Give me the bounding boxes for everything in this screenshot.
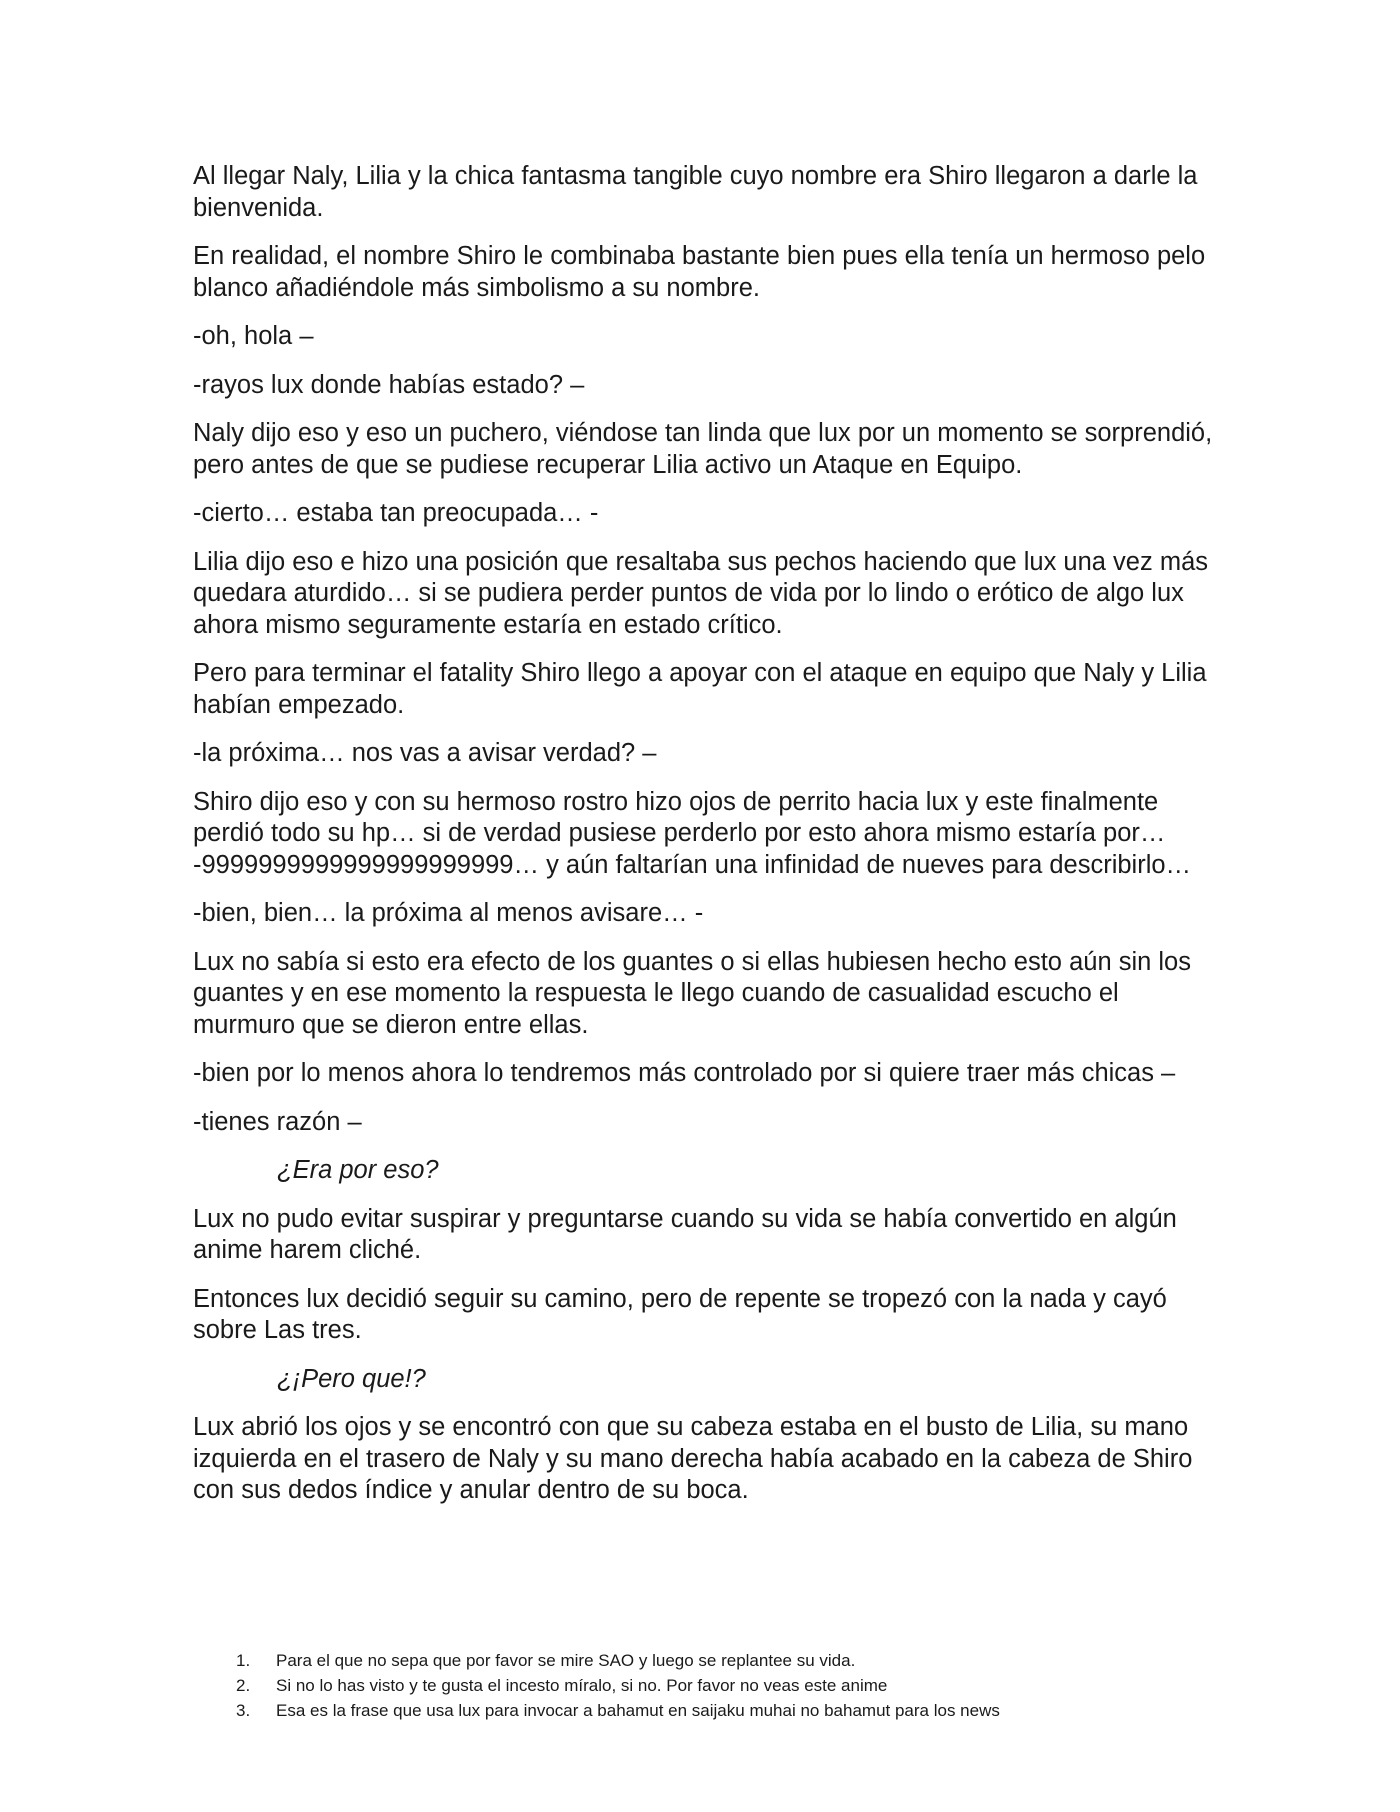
dialogue-line: -la próxima… nos vas a avisar verdad? –	[193, 739, 657, 767]
paragraph: Pero para terminar el fatality Shiro llego a apoyar con el ataque en equipo que Naly y Lilia habían empezado.	[193, 659, 1207, 719]
footnote-number: 2.	[236, 1676, 251, 1695]
paragraph: Shiro dijo eso y con su hermoso rostro hizo ojos de perrito hacia lux y este finalmente perdió todo su hp… si de verdad pusiese perderlo por esto ahora mismo estaría por… -9999999999999999999999… y aún faltarían una infinidad de nueves para describirlo…	[193, 787, 1192, 879]
dialogue-line: -oh, hola –	[193, 322, 314, 350]
footnote-text: Esa es la frase que usa lux para invocar a bahamut en saijaku muhai no bahamut para los news	[276, 1701, 1000, 1720]
footnote-item	[236, 1698, 1236, 1723]
footnote-item	[236, 1648, 1236, 1673]
body-text	[193, 161, 1223, 1524]
dialogue-line: -cierto… estaba tan preocupada… -	[193, 499, 599, 527]
thought-line: ¿¡Pero que!?	[277, 1364, 426, 1393]
footnote-item	[236, 1673, 1236, 1698]
paragraph: Naly dijo eso y eso un puchero, viéndose tan linda que lux por un momento se sorprendió, pero antes de que se pudiese recuperar Lilia activo un Ataque en Equipo.	[193, 419, 1213, 479]
paragraph: Lux no sabía si esto era efecto de los guantes o si ellas hubiesen hecho esto aún sin los guantes y en ese momento la respuesta le llego cuando de casualidad escucho el murmuro que se dieron entre ellas.	[193, 947, 1191, 1039]
dialogue-line: -bien, bien… la próxima al menos avisare… -	[193, 899, 704, 927]
paragraph: Lux no pudo evitar suspirar y preguntarse cuando su vida se había convertido en algún anime harem cliché.	[193, 1204, 1177, 1264]
dialogue-line: -bien por lo menos ahora lo tendremos más controlado por si quiere traer más chicas –	[193, 1059, 1176, 1087]
footnote-number: 3.	[236, 1701, 251, 1720]
footnote-text: Si no lo has visto y te gusta el incesto míralo, si no. Por favor no veas este anime	[276, 1676, 888, 1695]
footnote-text: Para el que no sepa que por favor se mire SAO y luego se replantee su vida.	[276, 1651, 856, 1670]
dialogue-line: -tienes razón –	[193, 1107, 362, 1136]
paragraph: En realidad, el nombre Shiro le combinaba bastante bien pues ella tenía un hermoso pelo blanco añadiéndole más simbolismo a su nombre.	[193, 242, 1206, 302]
footnotes-list	[236, 1648, 1236, 1723]
footnote-number: 1.	[236, 1651, 251, 1670]
dialogue-line: -rayos lux donde habías estado? –	[193, 370, 585, 399]
paragraph: Lilia dijo eso e hizo una posición que resaltaba sus pechos haciendo que lux una vez más quedara aturdido… si se pudiera perder puntos de vida por lo lindo o erótico de algo lux ahora mismo seguramente estaría en estado crítico.	[193, 547, 1208, 639]
paragraph: Entonces lux decidió seguir su camino, pero de repente se tropezó con la nada y cayó sobre Las tres.	[193, 1284, 1167, 1344]
paragraph: Lux abrió los ojos y se encontró con que su cabeza estaba en el busto de Lilia, su mano izquierda en el trasero de Naly y su mano derecha había acabado en la cabeza de Shiro con sus dedos índice y anular dentro de su boca.	[193, 1413, 1193, 1504]
thought-line: ¿Era por eso?	[277, 1156, 439, 1184]
paragraph: Al llegar Naly, Lilia y la chica fantasma tangible cuyo nombre era Shiro llegaron a darle la bienvenida.	[193, 162, 1198, 222]
